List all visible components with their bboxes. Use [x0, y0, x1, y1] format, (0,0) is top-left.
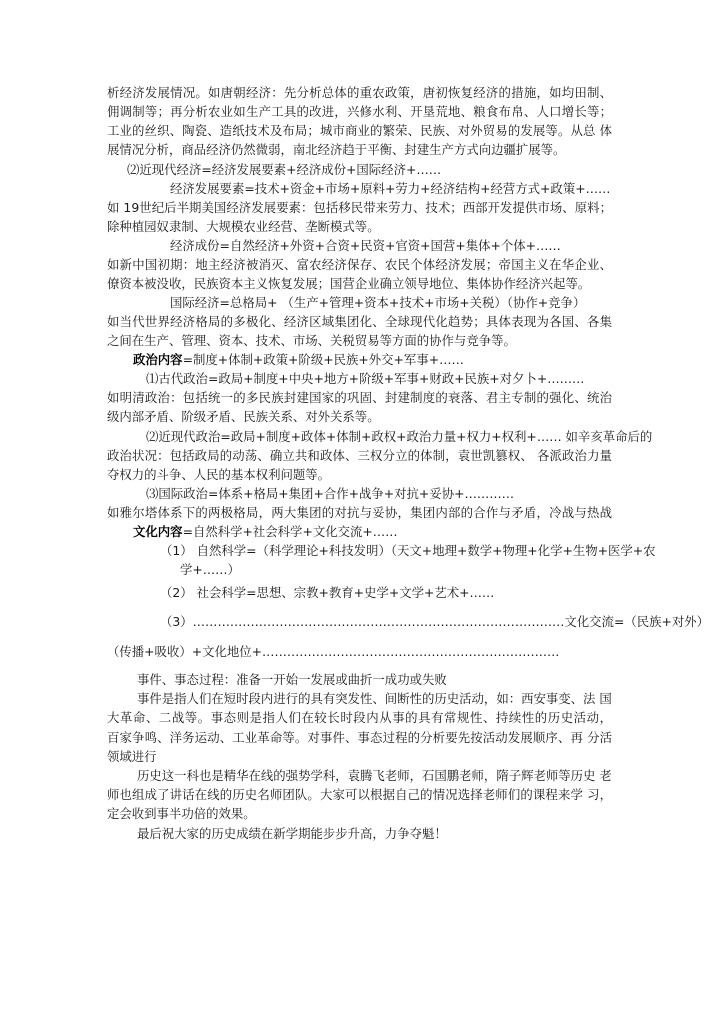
line-text: 事件是指人们在短时段内进行的具有突发性、间断性的历史活动，如：西安事变、法 国	[137, 691, 612, 706]
text-line	[107, 730, 612, 746]
line-text: 国际经济=总格局+ （生产+管理+资本+技术+市场+关税）（协作+竞争）	[170, 295, 586, 310]
text-line	[107, 806, 256, 822]
text-line	[137, 672, 447, 688]
line-text: 析经济发展情况。如唐朝经济：先分析总体的重农政策，唐初恢复经济的措施，如均田制、	[107, 85, 612, 100]
line-text: 工业的丝织、陶瓷、造纸技术及布局；城市商业的繁荣、民族、对外贸易的发展等。从总 体	[107, 123, 612, 138]
text-line	[127, 162, 441, 178]
line-text: ⑴古代政治=政局+制度+中央+地方+阶级+军事+财政+民族+对夕卜+………	[146, 371, 585, 386]
line-text: 大革命、二战等。事态则是指人们在较长时段内从事的具有常规性、持续性的历史活动，	[107, 710, 612, 725]
text-line	[170, 181, 610, 197]
text-line	[107, 409, 380, 425]
line-text: 历史这一科也是精华在线的强势学科，袁腾飞老师，石国鹏老师，隋子辉老师等历史 老	[137, 768, 612, 783]
text-line	[137, 691, 612, 707]
line-text: 政治状况：包括政局的动荡、确立共和政体、三权分立的体制，袁世凯篡权、 各派政治力量	[107, 448, 612, 463]
line-text: ⑵近现代政治=政局+制度+政体+体制+政权+政治力量+权力+权利+…… 如辛亥革命后的	[146, 429, 653, 444]
text-line	[107, 467, 330, 483]
text-line	[107, 749, 157, 765]
text-line	[107, 276, 590, 292]
text-line	[107, 85, 612, 101]
text-line	[160, 614, 709, 630]
line-text: 如雅尔塔体系下的两极格局，两大集团的对抗与妥协，集团内部的合作与矛盾，冷战与热战	[107, 505, 612, 520]
line-text: 最后祝大家的历史成绩在新学期能步步升高，力争夺魁！	[137, 826, 447, 841]
text-line	[170, 295, 585, 311]
text-line	[107, 142, 565, 158]
text-line	[107, 257, 612, 273]
line-text: 百家争鸣、洋务运动、工业革命等。对事件、事态过程的分析要先按活动发展顺序、再 分活	[107, 730, 612, 745]
text-line	[107, 200, 612, 216]
text-line	[107, 390, 612, 406]
text-line	[160, 585, 494, 601]
line-text: 师也组成了讲话在线的历史名师团队。大家可以根据自己的情况选择老师们的课程来学 习，	[107, 787, 612, 802]
text-line	[133, 352, 464, 368]
text-line	[170, 238, 561, 254]
text-line	[107, 314, 612, 330]
text-line	[107, 644, 559, 660]
line-text: （1） 自然科学=（科学理论+科技发明）（天文+地理+数学+物理+化学+生物+医学+农	[160, 543, 656, 558]
text-line	[180, 562, 240, 578]
text-line	[160, 543, 656, 559]
text-line	[107, 505, 612, 521]
line-text: （3）………………………………………………………………………………文化交流=（民族+对外）	[160, 614, 710, 629]
line-text: 学+……）	[180, 562, 240, 577]
section-heading: 政治内容	[133, 352, 183, 367]
line-text: （2） 社会科学=思想、宗教+教育+史学+文学+艺术+……	[160, 585, 495, 600]
line-text: 事件、事态过程：准备一开始一发展或曲折一成功或失败	[137, 672, 447, 687]
line-text: （传播+吸收）+文化地位+………………………………………………………………	[107, 644, 560, 659]
line-text: 经济发展要素=技术+资金+市场+原料+劳力+经济结构+经营方式+政策+……	[170, 181, 611, 196]
text-line	[107, 104, 612, 120]
line-text: 如 19世纪后半期美国经济发展要素：包括移民带来劳力、技术；西部开发提供市场、原料；	[107, 200, 612, 215]
line-text: 僚资本被没收，民族资本主义恢复发展；国营企业确立领导地位、集体协作经济兴起等。	[107, 276, 591, 291]
text-line	[137, 768, 612, 784]
section-heading: 文化内容	[133, 524, 183, 539]
text-line	[107, 219, 380, 235]
line-text: 领域进行	[107, 749, 157, 764]
text-line	[107, 333, 516, 349]
text-line	[146, 429, 652, 445]
line-text: 除种植园奴隶制、大规模农业经营、垄断模式等。	[107, 219, 380, 234]
text-line	[107, 710, 612, 726]
line-text: =自然科学+社会科学+文化交流+……	[182, 524, 398, 539]
line-text: 级内部矛盾、阶级矛盾、民族关系、对外关系等。	[107, 409, 380, 424]
text-line	[107, 787, 612, 803]
line-text: =制度+体制+政策+阶级+民族+外交+军事+……	[182, 352, 464, 367]
line-text: 佣调制等；再分析农业如生产工具的改进，兴修水利、开垦荒地、粮食布帛、人口增长等；	[107, 104, 612, 119]
text-line	[146, 486, 514, 502]
line-text: 定会收到事半功倍的效果。	[107, 806, 256, 821]
line-text: 如新中国初期：地主经济被消灭、富农经济保存、农民个体经济发展；帝国主义在华企业、	[107, 257, 612, 272]
text-line	[146, 371, 584, 387]
line-text: 如明清政治：包括统一的多民族封建国家的巩固、封建制度的衰落、君主专制的强化、统治	[107, 390, 612, 405]
text-line	[107, 123, 612, 139]
line-text: 夺权力的斗争、人民的基本权利问题等。	[107, 467, 331, 482]
text-line	[137, 826, 447, 842]
line-text: ⑵近现代经济=经济发展要素+经济成份+国际经济+……	[127, 162, 442, 177]
line-text: 如当代世界经济格局的多极化、经济区域集团化、全球现代化趋势；具体表现为各国、各集	[107, 314, 612, 329]
line-text: 之间在生产、管理、资本、技术、市场、关税贸易等方面的协作与竞争等。	[107, 333, 516, 348]
text-line	[107, 448, 612, 464]
line-text: ⑶国际政治=体系+格局+集团+合作+战争+对抗+妥协+…………	[146, 486, 515, 501]
line-text: 经济成份=自然经济+外资+合资+民资+官资+国营+集体+个体+……	[170, 238, 561, 253]
text-line	[133, 524, 398, 540]
line-text: 展情况分析，商品经济仍然微弱，南北经济趋于平衡、封建生产方式向边疆扩展等。	[107, 142, 566, 157]
